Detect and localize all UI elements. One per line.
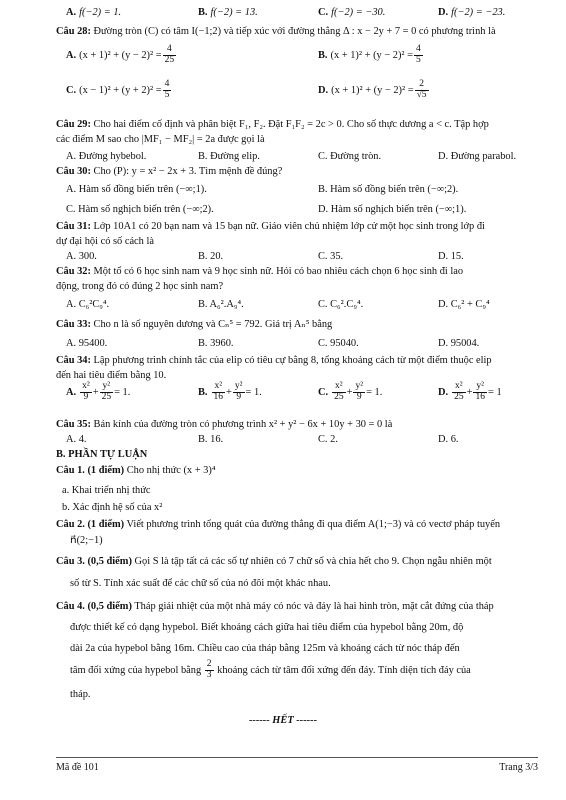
- q31-option-c: C. 35.: [318, 251, 344, 262]
- q32-options: [56, 298, 536, 312]
- question-stem-continued: dài 2a của hypebol bằng 16m. Chiều cao của tháp bằng 125m và khoảng cách từ nóc tháp đến: [70, 643, 460, 654]
- fraction: [353, 382, 365, 403]
- question-label: Câu 30:: [56, 166, 91, 177]
- question-stem-continued: các điểm M sao cho |MF₁ − MF₂| = 2a được gọi là: [56, 134, 265, 145]
- q29-options: [56, 150, 536, 164]
- question-stem: Cho (P): y = x² − 2x + 3. Tìm mệnh đề đúng?: [93, 166, 283, 177]
- question-label: Câu 34:: [56, 355, 91, 366]
- option-label: A.: [66, 7, 77, 18]
- q31-option-d: D. 15.: [438, 251, 464, 262]
- option-label: A.: [66, 386, 77, 398]
- question-stem-continued: tháp.: [70, 689, 91, 700]
- fraction: [163, 80, 172, 101]
- fraction-numerator: y²: [100, 382, 114, 393]
- option-label: B.: [198, 7, 208, 18]
- fraction: [473, 382, 487, 403]
- q35-option-d: D. 6.: [438, 434, 459, 445]
- q28-option-a: (x + 1)² + (y − 2)² =: [79, 49, 162, 61]
- question-label: Câu 29:: [56, 119, 91, 130]
- q32-option-c: C. C₆².C₉⁴.: [318, 299, 364, 310]
- fraction: [415, 80, 429, 101]
- q30-option-a: A. Hàm số đồng biến trên (−∞;1).: [66, 184, 207, 195]
- question-label: Câu 1. (1 điểm): [56, 465, 125, 476]
- q31-option-a: A. 300.: [66, 251, 97, 262]
- page-number: Trang 3/3: [499, 762, 538, 773]
- q32-option-a: A. C₆²C₉⁴.: [66, 299, 110, 310]
- question-label: Câu 4. (0,5 điểm): [56, 601, 132, 612]
- option-label: D.: [438, 7, 449, 18]
- fraction-denominator: 3: [206, 669, 212, 680]
- q34-option-c: = 1.: [366, 386, 383, 398]
- question-stem-continued: dự đại hội có số cách là: [56, 236, 154, 247]
- fraction-denominator: 9: [356, 391, 362, 402]
- q28-option-b: (x + 1)² + (y − 2)² =: [330, 49, 414, 61]
- fraction-denominator: 5: [164, 89, 170, 100]
- question-30: [56, 165, 538, 178]
- q34-option-b: = 1.: [245, 386, 262, 398]
- question-label: Câu 31:: [56, 221, 91, 232]
- fraction: [80, 382, 92, 403]
- fraction-denominator: 16: [213, 391, 224, 402]
- fraction-numerator: y²: [473, 382, 487, 393]
- q33-option-c: C. 95040.: [318, 338, 359, 349]
- fraction-denominator: 9: [83, 391, 89, 402]
- question-stem: Cho hai điểm cố định và phân biệt F₁, F₂. Đặt F₁F₂ = 2c > 0. Cho số thực dương a < c. Tập hợp: [93, 119, 489, 130]
- stem-text: tâm đối xứng của hypebol bằng: [70, 664, 202, 676]
- question-stem-continued: động, trong đó có đúng 2 học sinh nam?: [56, 281, 224, 292]
- q33-options: [56, 337, 536, 351]
- question-stem-continued: được thiết kế có dạng hypebol. Biết khoảng cách giữa hai tiêu điểm của hypebol bằng 20m, độ: [70, 622, 464, 633]
- fraction-denominator: 25: [454, 391, 464, 402]
- fraction-denominator: 9: [236, 391, 242, 402]
- fraction-numerator: y²: [355, 381, 364, 391]
- exam-code: Mã đề 101: [56, 762, 99, 773]
- fraction-denominator: 5: [416, 54, 421, 65]
- question-label: Câu 33:: [56, 319, 91, 330]
- question-stem: Bán kính của đường tròn có phương trình x² + y² − 6x + 10y + 30 = 0 là: [93, 419, 393, 430]
- fraction: [452, 382, 466, 403]
- fraction-denominator: 25: [334, 391, 344, 402]
- q27-option-d: f(−2) = −23.: [451, 7, 506, 18]
- question-stem-continued: số từ S. Tính xác suất để các chữ số của nó đôi một khác nhau.: [70, 578, 331, 589]
- option-label: C.: [318, 386, 329, 398]
- question-label: Câu 3. (0,5 điểm): [56, 556, 132, 567]
- question-31: [56, 220, 538, 233]
- fraction-denominator: 25: [164, 54, 175, 65]
- q29-option-c: C. Đường tròn.: [318, 151, 382, 162]
- q35-options: [56, 433, 536, 447]
- q35-option-a: A. 4.: [66, 434, 87, 445]
- question-label: Câu 28:: [56, 26, 91, 37]
- question-28: [56, 25, 538, 38]
- question-35: [56, 418, 538, 431]
- essay-1-part-a: a. Khai triển nhị thức: [62, 485, 151, 496]
- fraction: [163, 45, 177, 66]
- q30-option-b: B. Hàm số đồng biến trên (−∞;2).: [318, 184, 459, 195]
- essay-question-4: [56, 600, 538, 613]
- q30-option-d: D. Hàm số nghịch biến trên (−∞;1).: [318, 204, 467, 215]
- question-stem: Lập phương trình chính tắc của elip có tiêu cự bằng 8, tổng khoảng cách từ một điểm thuộc elip: [93, 355, 492, 366]
- q29-option-d: D. Đường parabol.: [438, 151, 517, 162]
- option-label: B.: [318, 49, 328, 61]
- option-label: C.: [318, 7, 329, 18]
- question-stem: Cho nhị thức (x + 3)⁴: [126, 465, 216, 476]
- question-stem-continued: đến hai tiêu điểm bằng 10.: [56, 370, 167, 381]
- q28-option-d: (x + 1)² + (y − 2)² =: [331, 84, 414, 96]
- fraction-numerator: 2: [415, 80, 429, 91]
- q29-option-b: B. Đường elip.: [198, 151, 260, 162]
- fraction-numerator: y²: [234, 381, 243, 391]
- fraction: [332, 382, 346, 403]
- fraction: [414, 45, 423, 66]
- q27-options: [56, 6, 536, 20]
- q32-option-d: D. C₆² + C₉⁴: [438, 299, 490, 310]
- essay-1-part-b: b. Xác định hệ số của x²: [62, 502, 163, 513]
- end-marker: ------ HẾT ------: [248, 715, 318, 726]
- q33-option-a: A. 95400.: [66, 338, 108, 349]
- fraction: [100, 382, 114, 403]
- question-stem: Cho n là số nguyên dương và Cₙ⁵ = 792. Giá trị Aₙ⁵ bằng: [93, 319, 333, 330]
- section-heading: B. PHẦN TỰ LUẬN: [56, 449, 148, 460]
- question-stem: Viết phương trình tổng quát của đường thẳng đi qua điểm A(1;−3) và có vectơ pháp tuyến: [126, 519, 501, 530]
- option-label: B.: [198, 386, 208, 398]
- fraction-numerator: 4: [164, 79, 170, 89]
- fraction-numerator: 2: [206, 659, 212, 669]
- essay-question-3: [56, 555, 538, 568]
- q29-option-a: A. Đường hybebol.: [66, 151, 147, 162]
- q35-option-c: C. 2.: [318, 434, 338, 445]
- essay-question-2: [56, 518, 538, 531]
- q34-option-a: = 1.: [114, 386, 131, 398]
- fraction-numerator: x²: [212, 382, 226, 393]
- q27-option-c: f(−2) = −30.: [331, 7, 386, 18]
- fraction-numerator: x²: [332, 382, 346, 393]
- fraction-denominator: 16: [475, 391, 485, 402]
- question-stem: Một tổ có 6 học sinh nam và 9 học sinh nữ. Hỏi có bao nhiêu cách chọn 6 học sinh đi lao: [93, 266, 464, 277]
- fraction-numerator: x²: [82, 381, 90, 391]
- question-32: [56, 265, 538, 278]
- q32-option-b: B. A₆².A₉⁴.: [198, 299, 244, 310]
- fraction-denominator: √5: [416, 89, 427, 100]
- q34-option-d: = 1: [487, 386, 502, 398]
- fraction-numerator: x²: [452, 382, 466, 393]
- question-34: [56, 354, 538, 367]
- q28-options-row1: [56, 45, 536, 75]
- q34-options: A. $\frac{\text{x²}}{9}$ + $\frac{\text{y²}}{25}$ = 1. B. $\frac{\text{x²}}{16}$ + $\frac{\text{y²}}{9}$ = 1. C. $\frac{\text{x²}}{25}$ + $\frac{\text{y²}}{9}$ = 1. D. $\frac{\text{x²}}{25}$ + $\frac{\text{y²}}{16}$ = 1: [66, 381, 502, 402]
- fraction-denominator: 25: [101, 391, 112, 402]
- question-stem-continued: n⃗(2;−1): [70, 535, 103, 546]
- question-label: Câu 32:: [56, 266, 91, 277]
- question-stem: Tháp giải nhiệt của một nhà máy có nóc và đáy là hai hình tròn, mặt cắt đứng của tháp: [134, 601, 494, 612]
- fraction-numerator: 4: [416, 44, 421, 54]
- question-label: Câu 35:: [56, 419, 91, 430]
- q27-option-a: f(−2) = 1.: [79, 7, 122, 18]
- q35-option-b: B. 16.: [198, 434, 224, 445]
- option-label: D.: [438, 386, 449, 398]
- q28-options-row2: [56, 80, 536, 110]
- option-label: A.: [66, 49, 77, 61]
- essay-question-1: [56, 464, 538, 477]
- stem-text: khoảng cách từ tâm đối xứng đến đáy. Tính diện tích đáy của: [217, 664, 471, 676]
- q28-option-c: (x − 1)² + (y + 2)² =: [79, 84, 162, 96]
- fraction: [212, 382, 226, 403]
- question-stem: Gọi S là tập tất cả các số tự nhiên có 7 chữ số và chia hết cho 9. Chọn ngẫu nhiên một: [134, 556, 492, 567]
- question-stem: Lớp 10A1 có 20 bạn nam và 15 bạn nữ. Giáo viên chủ nhiệm lớp cử một học sinh trong lớp đi: [93, 221, 485, 232]
- q31-options: [56, 250, 536, 264]
- question-33: [56, 318, 538, 331]
- question-label: Câu 2. (1 điểm): [56, 519, 125, 530]
- q27-option-b: f(−2) = 13.: [210, 7, 258, 18]
- question-29: [56, 118, 538, 131]
- option-label: C.: [66, 84, 77, 96]
- q30-options-row1: [56, 183, 536, 197]
- option-label: D.: [318, 84, 329, 96]
- question-stem-with-fraction: [70, 660, 471, 681]
- fraction-numerator: 4: [163, 45, 177, 56]
- q33-option-b: B. 3960.: [198, 338, 234, 349]
- q30-options-row2: [56, 203, 536, 217]
- q33-option-d: D. 95004.: [438, 338, 480, 349]
- question-stem: Đường tròn (C) có tâm I(−1;2) và tiếp xúc với đường thẳng Δ : x − 2y + 7 = 0 có phương trình là: [93, 26, 496, 37]
- q30-option-c: C. Hàm số nghịch biến trên (−∞;2).: [66, 204, 214, 215]
- fraction: [205, 660, 214, 681]
- footer-divider: [56, 757, 538, 758]
- q31-option-b: B. 20.: [198, 251, 224, 262]
- fraction: [233, 382, 245, 403]
